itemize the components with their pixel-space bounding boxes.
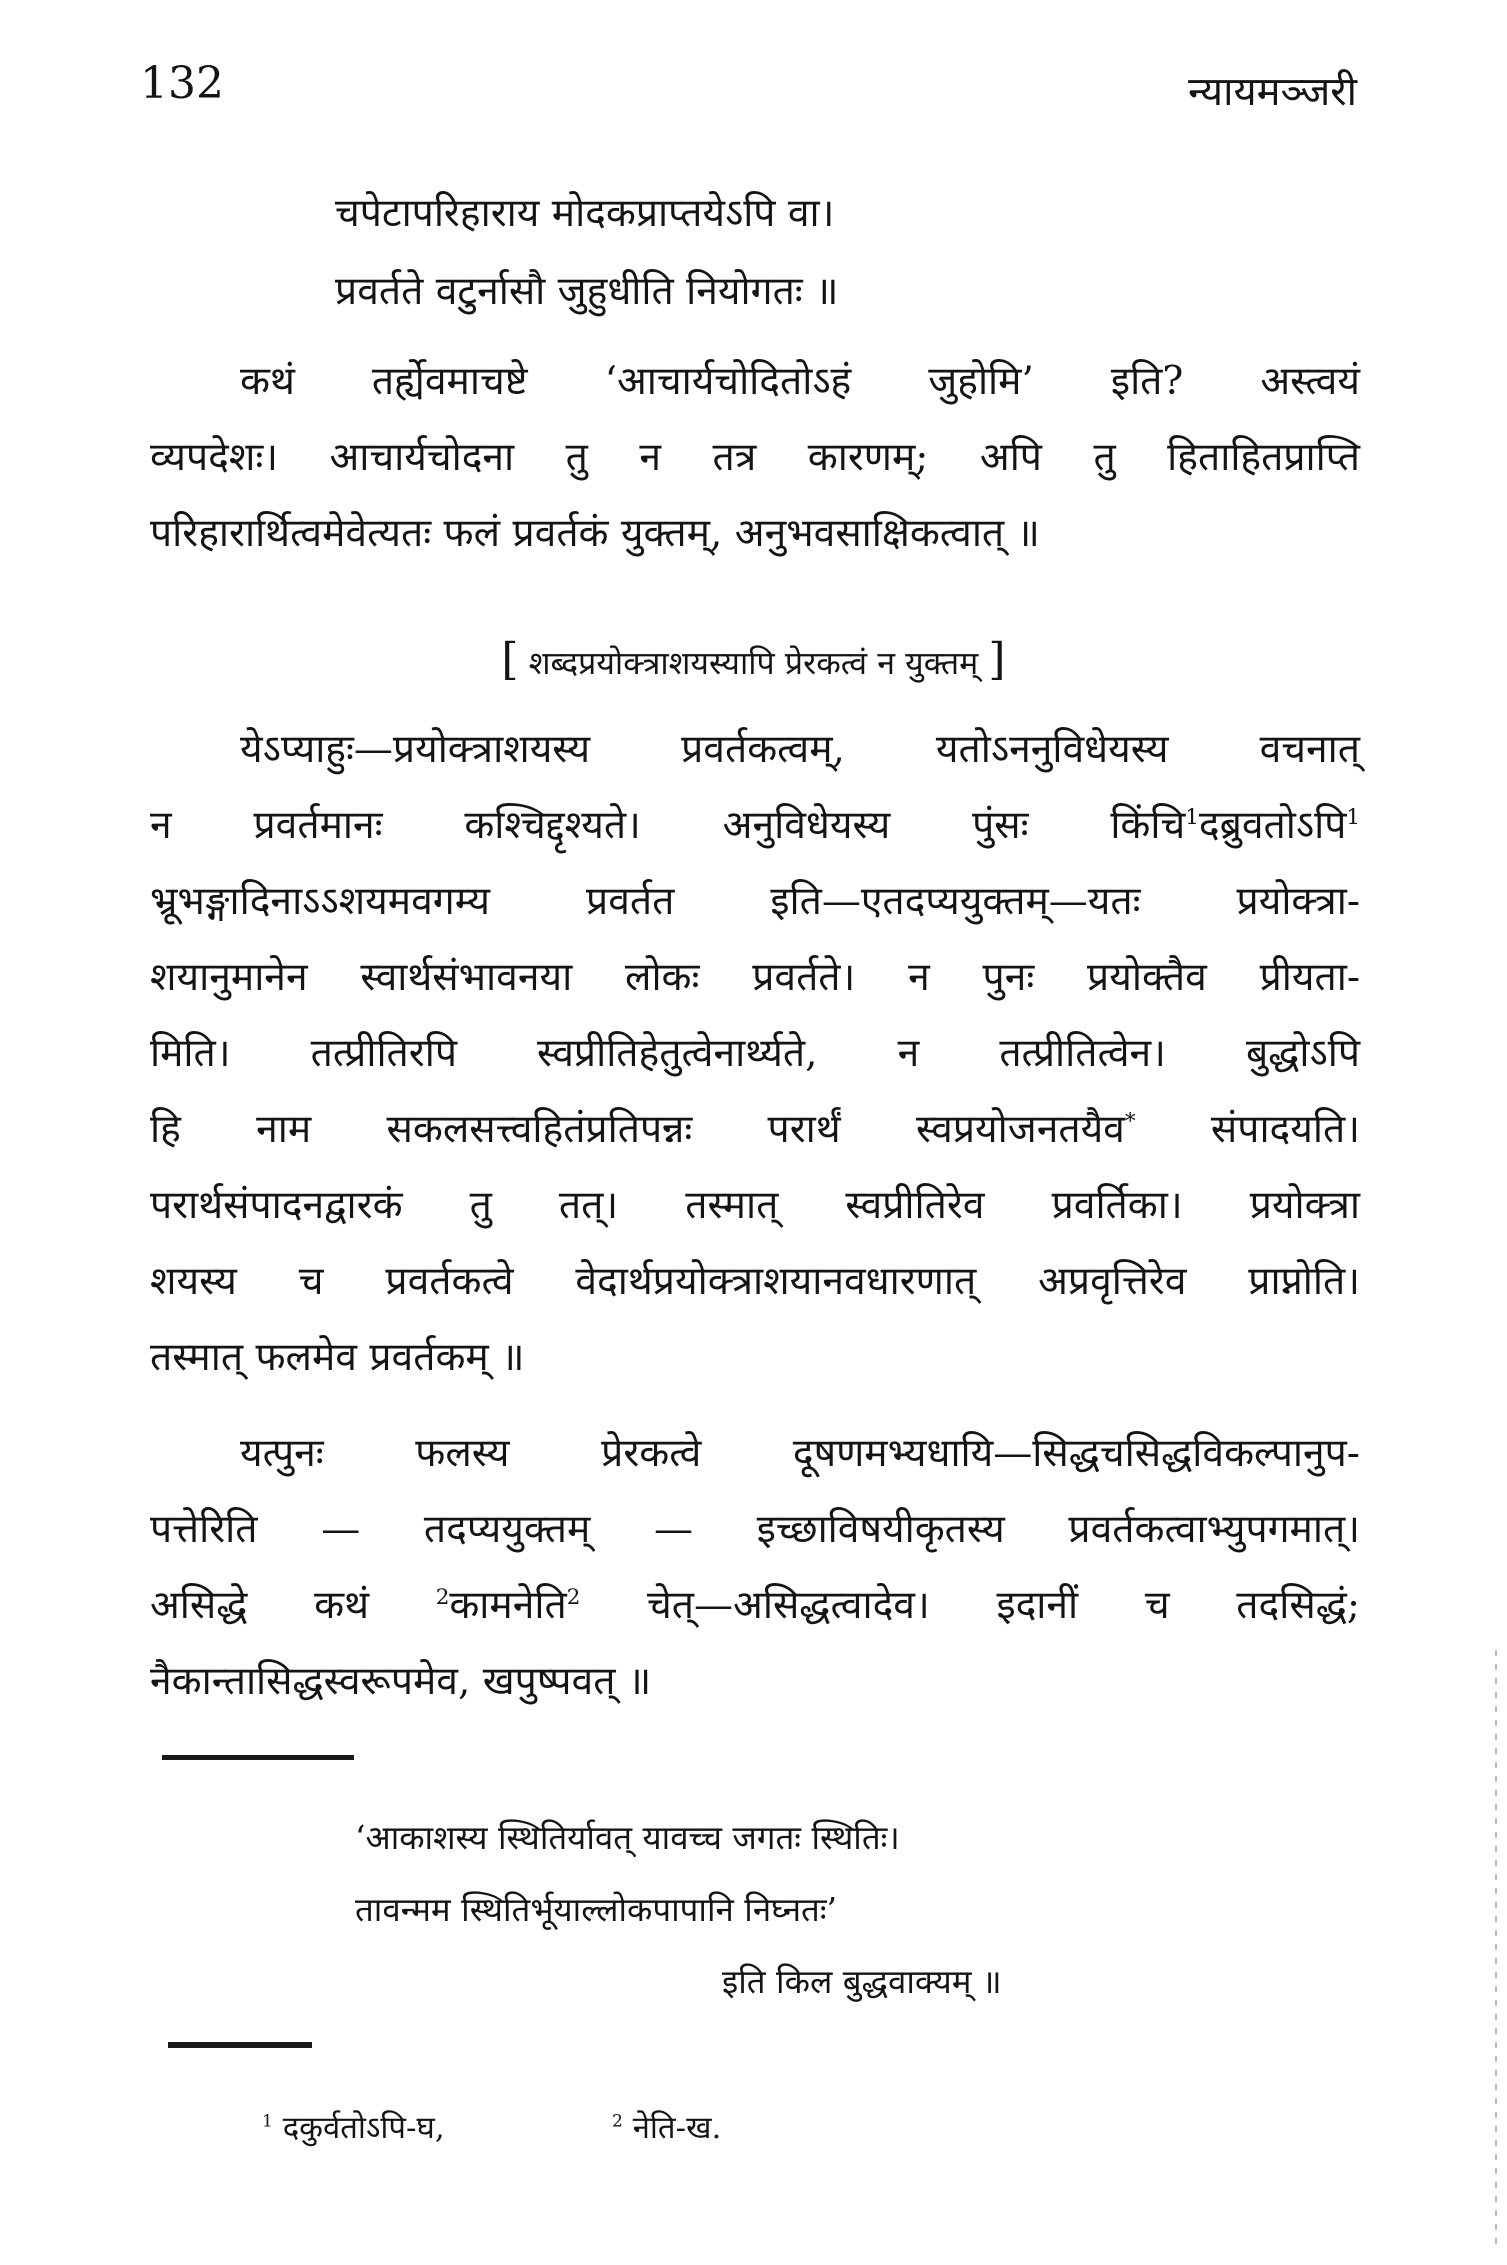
para1-line-2: व्यपदेशः। आचार्यचोदना तु न तत्र कारणम्; अपि तु हिताहितप्राप्ति	[150, 435, 1360, 480]
page-number: 132	[140, 58, 224, 109]
star-note-line-2: तावन्मम स्थितिर्भूयाल्लोकपापानि निघ्नतः’	[355, 1890, 838, 1929]
footnote-2-text: नेति-ख.	[632, 2110, 722, 2146]
footnote-ref-1b: 1	[1346, 805, 1360, 830]
para2-line-3: भ्रूभङ्गादिनाऽऽशयमवगम्य प्रवर्तत इति—एतदप्ययुक्तम्—यतः प्रयोक्त्रा-	[150, 879, 1360, 924]
star-note-line-1: ‘आकाशस्य स्थितिर्यावत् यावच्च जगतः स्थितिः।	[355, 1818, 900, 1857]
para3-line-4: नैकान्तासिद्धस्वरूपमेव, खपुष्पवत् ॥	[150, 1659, 652, 1704]
para2-line-4: शयानुमानेन स्वार्थसंभावनया लोकः प्रवर्तते। न पुनः प्रयोक्तैव प्रीयता-	[150, 955, 1360, 1000]
para2-line-2	[150, 796, 1360, 856]
footnote-1-text: दकुर्वतोऽपि-घ,	[282, 2110, 445, 2146]
heading-text: शब्दप्रयोक्त्राशयस्यापि प्रेरकत्वं न युक्तम्	[528, 644, 979, 682]
para2-line-8: शयस्य च प्रवर्तकत्वे वेदार्थप्रयोक्त्राशयानवधारणात् अप्रवृत्तिरेव प्राप्नोति।	[150, 1259, 1360, 1304]
para3-line-3-word: कामनेति	[449, 1583, 567, 1628]
footnote-ref-2b: 2	[566, 1585, 581, 1610]
footnote-ref-1a: 1	[1185, 805, 1199, 830]
heading-open-bracket: [	[501, 634, 519, 685]
para3-line-3-tail: चेत्—असिद्धत्वादेव। इदानीं च तदसिद्धं;	[647, 1583, 1361, 1628]
para1-line-3: परिहारार्थित्वमेवेत्यतः फलं प्रवर्तकं युक्तम्, अनुभवसाक्षिकत्वात् ॥	[150, 511, 1040, 556]
para2-line-2-text: न प्रवर्तमानः कश्चिद्दृश्यते। अनुविधेयस्य पुंसः किंचि	[150, 803, 1186, 848]
para2-line-6-tail: संपादयति।	[1210, 1107, 1360, 1152]
section-heading	[0, 630, 1507, 693]
footnote-ref-2a: 2	[435, 1585, 450, 1610]
para2-line-2-tail: दब्रुवतोऽपि	[1198, 803, 1347, 848]
footnote-2-mark: 2	[612, 2111, 623, 2132]
para2-line-6	[150, 1100, 1360, 1160]
footnote-1	[262, 2098, 445, 2158]
verse-line-1: चपेटापरिहाराय मोदकप्राप्तयेऽपि वा।	[335, 191, 835, 236]
para2-line-9: तस्मात् फलमेव प्रवर्तकम् ॥	[150, 1335, 525, 1380]
numbered-footnote-divider	[168, 2042, 312, 2048]
para2-line-6-text: हि नाम सकलसत्त्वहितंप्रतिपन्नः परार्थं स्वप्रयोजनतयैव	[150, 1107, 1125, 1152]
para2-line-7: परार्थसंपादनद्वारकं तु तत्। तस्मात् स्वप्रीतिरेव प्रवर्तिका। प्रयोक्त्रा	[150, 1183, 1360, 1228]
scan-edge-mark	[1495, 1650, 1497, 2250]
para2-line-1: येऽप्याहुः—प्रयोक्त्राशयस्य प्रवर्तकत्वम्, यतोऽननुविधेयस्य वचनात्	[240, 727, 1360, 772]
para3-line-3	[150, 1576, 1360, 1636]
footnote-divider	[162, 1755, 354, 1760]
para3-line-2: पत्तेरिति — तदप्ययुक्तम् — इच्छाविषयीकृतस्य प्रवर्तकत्वाभ्युपगमात्।	[150, 1507, 1360, 1552]
footnote-ref-star: *	[1124, 1109, 1136, 1134]
para3-line-3-text: असिद्धे कथं	[150, 1583, 369, 1628]
star-note-line-3: इति किल बुद्धवाक्यम् ॥	[722, 1962, 1002, 2001]
footnote-2	[612, 2098, 721, 2158]
para3-line-1: यत्पुनः फलस्य प्रेरकत्वे दूषणमभ्यधायि—सिद्धचसिद्धविकल्पानुप-	[240, 1431, 1360, 1476]
para1-line-1: कथं तर्ह्येवमाचष्टे ‘आचार्यचोदितोऽहं जुहोमि’ इति? अस्त्वयं	[240, 359, 1360, 404]
verse-line-2: प्रवर्तते वटुर्नासौ जुहुधीति नियोगतः ॥	[335, 269, 839, 314]
running-title: न्यायमञ्जरी	[1188, 69, 1357, 115]
heading-close-bracket: ]	[988, 634, 1006, 685]
para2-line-5: मिति। तत्प्रीतिरपि स्वप्रीतिहेतुत्वेनार्थ्यते, न तत्प्रीतित्वेन। बुद्धोऽपि	[150, 1031, 1360, 1076]
footnote-1-mark: 1	[262, 2111, 273, 2132]
